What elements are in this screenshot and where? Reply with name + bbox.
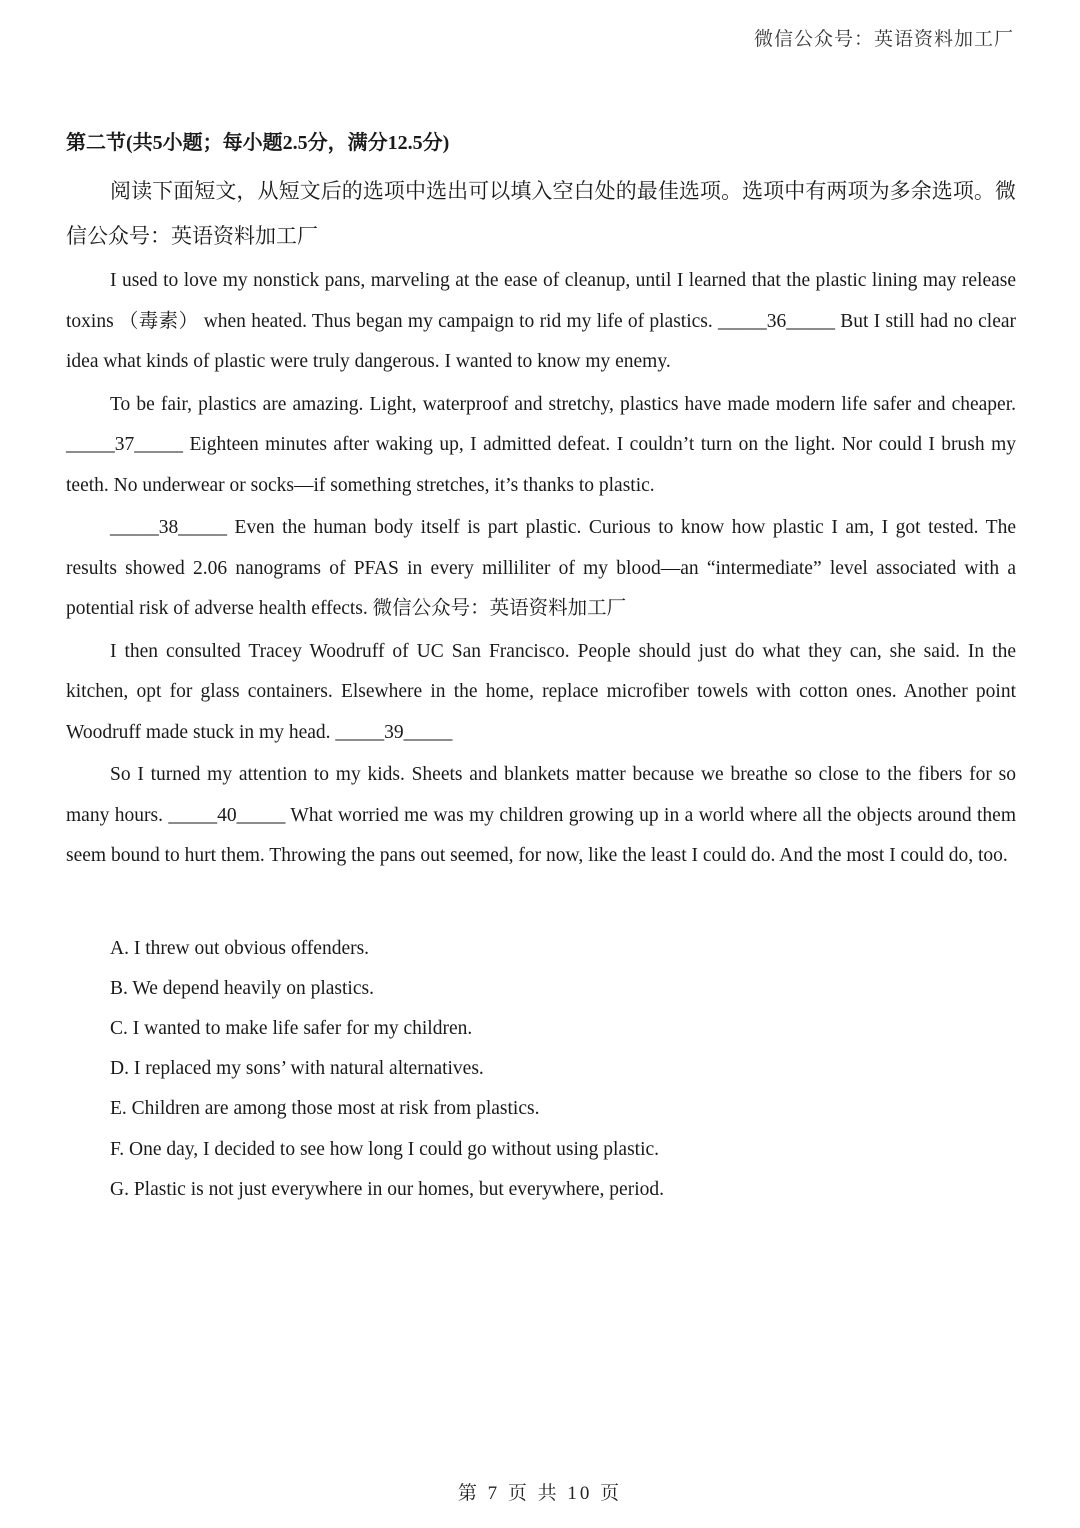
- page-number: 第 7 页 共 10 页: [457, 1483, 623, 1504]
- option-b: B. We depend heavily on plastics.: [110, 977, 374, 999]
- option-g: G. Plastic is not just everywhere in our homes, but everywhere, period.: [110, 1178, 664, 1200]
- paragraph-text: I then consulted Tracey Woodruff of UC San Francisco. People should just do what they can, she said. In the kitchen, opt for glass containers. Elsewhere in the home, replace microfiber towels with cotton ones. Another point Woodruff made stuck in my head.: [66, 640, 1016, 743]
- blank-36[interactable]: _____36_____: [718, 310, 836, 332]
- option-e: E. Children are among those most at risk from plastics.: [110, 1098, 540, 1120]
- paragraph-text: Eighteen minutes after waking up, I admitted defeat. I couldn’t turn on the light. Nor could I brush my teeth. No underwear or socks—if something stretches, it’s thanks to plastic.: [66, 434, 1016, 496]
- option-f: F. One day, I decided to see how long I could go without using plastic.: [110, 1138, 660, 1160]
- paragraph-text: What worried me was my children growing up in a world where all the objects around them seem bound to hurt them. Throwing the pans out seemed, for now, like the least I could do. And the most I could do, too.: [66, 804, 1016, 866]
- blank-39[interactable]: _____39_____: [335, 721, 453, 743]
- options-list: [66, 929, 1016, 1210]
- paragraph-text: I used to love my nonstick pans, marveling at the ease of cleanup, until I learned that the plastic lining may release toxins （毒素） when heated. Thus began my campaign to rid my life of plastics.: [66, 270, 1016, 332]
- section-title: 第二节(共5小题；每小题2.5分，满分12.5分): [66, 132, 450, 154]
- passage: [66, 261, 1016, 877]
- passage-paragraph-3: [66, 508, 1016, 630]
- option-a: A. I threw out obvious offenders.: [110, 937, 370, 959]
- header-watermark: 微信公众号：英语资料加工厂: [753, 29, 1014, 50]
- section-instructions: 阅读下面短文，从短文后的选项中选出可以填入空白处的最佳选项。选项中有两项为多余选项。微信公众号：英语资料加工厂: [66, 179, 1016, 248]
- passage-paragraph-2: [66, 385, 1016, 507]
- option-d: D. I replaced my sons’ with natural alternatives.: [110, 1058, 484, 1080]
- paragraph-text: Even the human body itself is part plastic. Curious to know how plastic I am, I got tested. The results showed 2.06 nanograms of PFAS in every milliliter of my blood—an “intermediate” level associated with a potential risk of adverse health effects. 微信公众号：英语资料加工厂: [66, 517, 1016, 619]
- paragraph-text: So I turned my attention to my kids. Sheets and blankets matter because we breathe so close to the fibers for so many hours.: [66, 764, 1016, 826]
- page-content: [66, 118, 1016, 1210]
- passage-paragraph-4: [66, 632, 1016, 754]
- option-c: C. I wanted to make life safer for my children.: [110, 1017, 473, 1039]
- blank-38[interactable]: _____38_____: [110, 517, 227, 538]
- paragraph-text: But I still had no clear idea what kinds of plastic were truly dangerous. I wanted to know my enemy.: [66, 310, 1016, 372]
- blank-40[interactable]: _____40_____: [168, 804, 286, 826]
- paragraph-text: To be fair, plastics are amazing. Light, waterproof and stretchy, plastics have made modern life safer and cheaper.: [110, 393, 1016, 415]
- blank-37[interactable]: _____37_____: [66, 434, 183, 455]
- passage-paragraph-5: [66, 755, 1016, 877]
- passage-paragraph-1: [66, 261, 1016, 383]
